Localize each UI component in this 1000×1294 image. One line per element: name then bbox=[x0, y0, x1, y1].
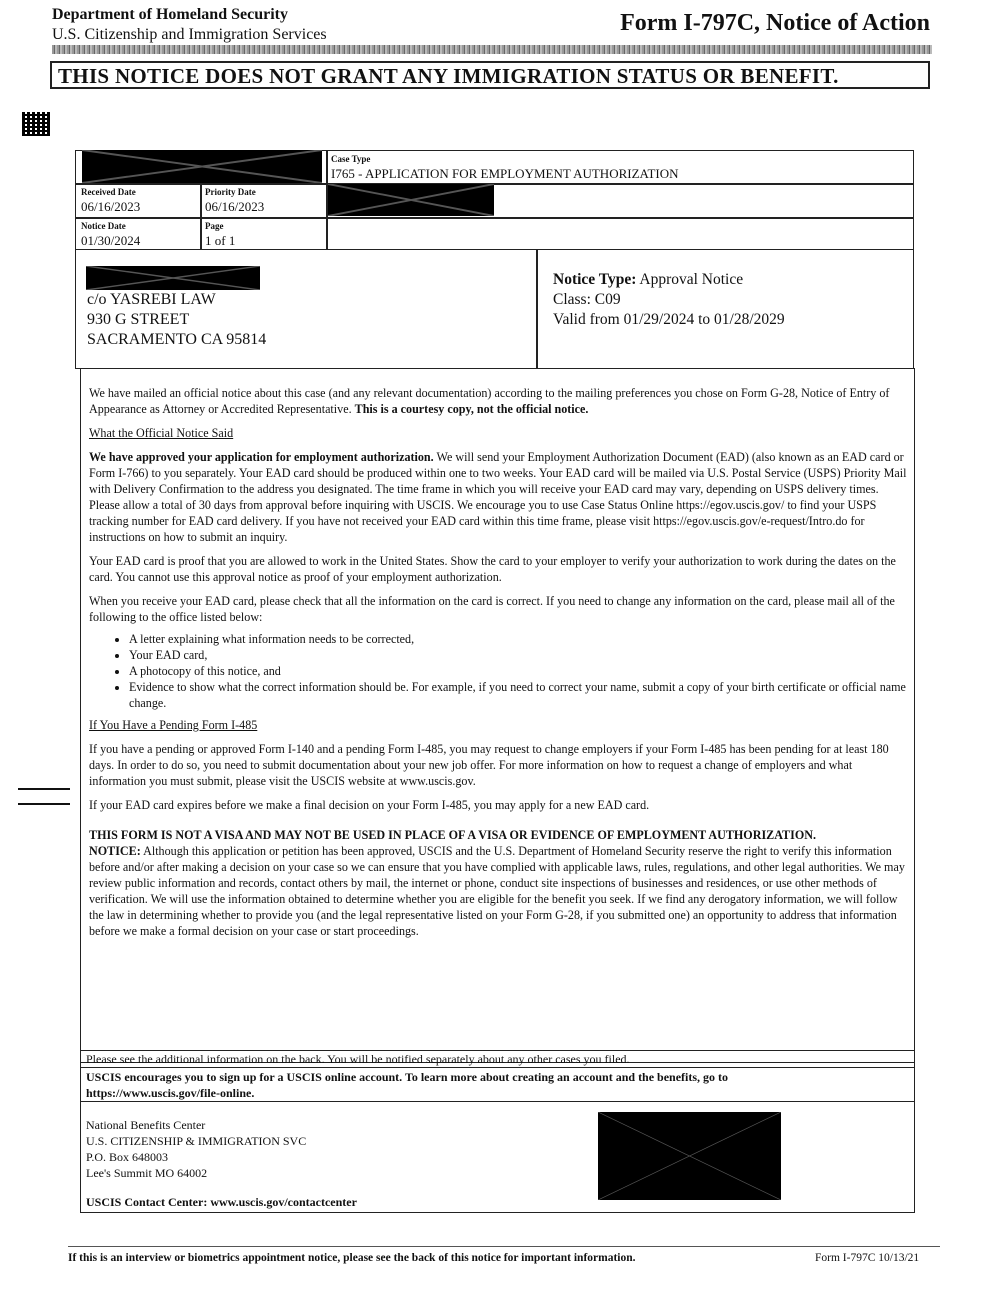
priority-date-label: Priority Date bbox=[205, 187, 256, 197]
address-line: c/o YASREBI LAW bbox=[87, 291, 216, 308]
expiry-paragraph: If your EAD card expires before we make a final decision on your Form I-485, you may apply for a new EAD card. bbox=[89, 798, 650, 812]
page-label: Page bbox=[205, 221, 224, 231]
i485-paragraph: If you have a pending or approved Form I-140 and a pending Form I-485, you may request to change employers if your Form I-485 has been pending for at least 180 days. In order to do so, you need to submit documentation about your new job offer. For more information on how to request a change of employers and what information you must submit, please visit the USCIS website at www.uscis.gov. bbox=[89, 742, 889, 788]
notice-type-block bbox=[553, 270, 785, 330]
notice-date-label: Notice Date bbox=[81, 221, 126, 231]
agency-name: U.S. Citizenship and Immigration Services bbox=[52, 26, 327, 43]
online-account-row bbox=[80, 1067, 915, 1102]
office-section bbox=[80, 1101, 915, 1213]
section-heading: If You Have a Pending Form I-485 bbox=[89, 718, 258, 732]
section-heading: What the Official Notice Said bbox=[89, 426, 234, 440]
redacted-signature bbox=[598, 1112, 781, 1200]
redacted-field bbox=[328, 184, 494, 216]
validity-period: Valid from 01/29/2024 to 01/28/2029 bbox=[553, 311, 785, 328]
verification-notice: NOTICE: Although this application or petition has been approved, USCIS and the U.S. Department of Homeland Security reserve the right to verify this information before and/or after making a decision on your case so we can ensure that you have complied with applicable laws, rules, regulations, and other legal authorities. We may review public information and records, contact others by mail, the internet or phone, conduct site inspections of businesses and residences, or use other methods of verification. We will use the information obtained to determine whether you are eligible for the benefit you seek. If we find any derogatory information, we will follow the law in determining whether to provide you (and the legal representative listed on your Form G-28, if you submitted one) an opportunity to address that information before we make a formal decision on your case or start proceedings. bbox=[89, 844, 905, 938]
page-value: 1 of 1 bbox=[205, 233, 236, 248]
list-item: • Your EAD card, bbox=[129, 647, 907, 663]
form-title: Form I-797C, Notice of Action bbox=[620, 10, 930, 36]
list-item: • A photocopy of this notice, and bbox=[129, 663, 907, 679]
case-type-value: I765 - APPLICATION FOR EMPLOYMENT AUTHORIZATION bbox=[331, 166, 679, 181]
redacted-recipient-name bbox=[86, 266, 260, 290]
correction-paragraph: When you receive your EAD card, please check that all the information on the card is correct. If you need to change any information on the card, please mail all of the following to the office listed below: bbox=[89, 594, 895, 624]
contact-center: USCIS Contact Center: www.uscis.gov/contactcenter bbox=[86, 1195, 357, 1209]
notice-date-value: 01/30/2024 bbox=[81, 233, 141, 248]
approval-paragraph: We have approved your application for employment authorization. We will send your Employment Authorization Document (EAD) (also known as an EAD card or Form I-766) to you separately. Your EAD card should be produced within one to two weeks. Your EAD card will be mailed via U.S. Postal Service (USPS) Priority Mail with Delivery Confirmation to the address you designated. The time frame in which you will receive your EAD card may vary, depending on USPS delivery times. Please allow a total of 30 days from approval before inquiring with USCIS. We encourage you to use Case Status Online https://egov.uscis.gov/ to find your USPS tracking number for EAD card delivery. If you have not received your EAD card within this time frame, please visit https://egov.uscis.gov/e-request/Intro.do for instructions on how to submit an inquiry. bbox=[89, 450, 907, 544]
margin-mark bbox=[18, 788, 70, 790]
status-banner: THIS NOTICE DOES NOT GRANT ANY IMMIGRATION STATUS OR BENEFIT. bbox=[50, 61, 930, 89]
online-account-text: USCIS encourages you to sign up for a USCIS online account. To learn more about creating an account and the benefits, go to https://www.uscis.gov/file-online. bbox=[86, 1070, 729, 1100]
address-line: SACRAMENTO CA 95814 bbox=[87, 331, 267, 348]
office-address: National Benefits Center U.S. CITIZENSHIP & IMMIGRATION SVC P.O. Box 648003 Lee's Summit MO 64002 bbox=[86, 1118, 307, 1180]
additional-info-text: Please see the additional information on the back. You will be notified separately about any other cases you filed. bbox=[86, 1052, 630, 1066]
footer-note: If this is an interview or biometrics appointment notice, please see the back of this notice for important information. bbox=[68, 1252, 636, 1264]
list-item: • Evidence to show what the correct information should be. For example, if you need to correct your name, submit a copy of your birth certificate or official name change. bbox=[129, 679, 907, 711]
notice-type-label: Notice Type: bbox=[553, 271, 637, 288]
case-type-label: Case Type bbox=[331, 154, 371, 164]
received-date-label: Received Date bbox=[81, 187, 136, 197]
received-date-value: 06/16/2023 bbox=[81, 199, 141, 214]
redacted-receipt-number bbox=[82, 150, 322, 183]
additional-info-row bbox=[80, 1050, 915, 1068]
margin-mark bbox=[18, 803, 70, 805]
class-code: Class: C09 bbox=[553, 291, 621, 308]
department-name: Department of Homeland Security bbox=[52, 6, 288, 23]
footer-form-id: Form I-797C 10/13/21 bbox=[815, 1252, 920, 1264]
notice-type-value: Approval Notice bbox=[636, 271, 744, 288]
header-divider bbox=[52, 45, 932, 54]
mailing-address bbox=[87, 290, 266, 350]
notice-body bbox=[80, 368, 915, 1063]
address-line: 930 G STREET bbox=[87, 311, 190, 328]
footer-divider bbox=[68, 1246, 940, 1247]
barcode-icon bbox=[22, 112, 50, 136]
visa-warning: THIS FORM IS NOT A VISA AND MAY NOT BE USED IN PLACE OF A VISA OR EVIDENCE OF EMPLOYMENT AUTHORIZATION. bbox=[89, 828, 816, 842]
priority-date-value: 06/16/2023 bbox=[205, 199, 265, 214]
list-item: • A letter explaining what information needs to be corrected, bbox=[129, 631, 907, 647]
courtesy-paragraph: We have mailed an official notice about this case (and any relevant documentation) according to the mailing preferences you chose on Form G-28, Notice of Entry of Appearance as Attorney or Accredited Representative. This is a courtesy copy, not the official notice. bbox=[89, 386, 890, 416]
correction-list bbox=[89, 631, 907, 711]
ead-proof-paragraph: Your EAD card is proof that you are allowed to work in the United States. Show the card to your employer to verify your authorization to work during the dates on the card. You cannot use this approval notice as proof of your employment authorization. bbox=[89, 554, 896, 584]
